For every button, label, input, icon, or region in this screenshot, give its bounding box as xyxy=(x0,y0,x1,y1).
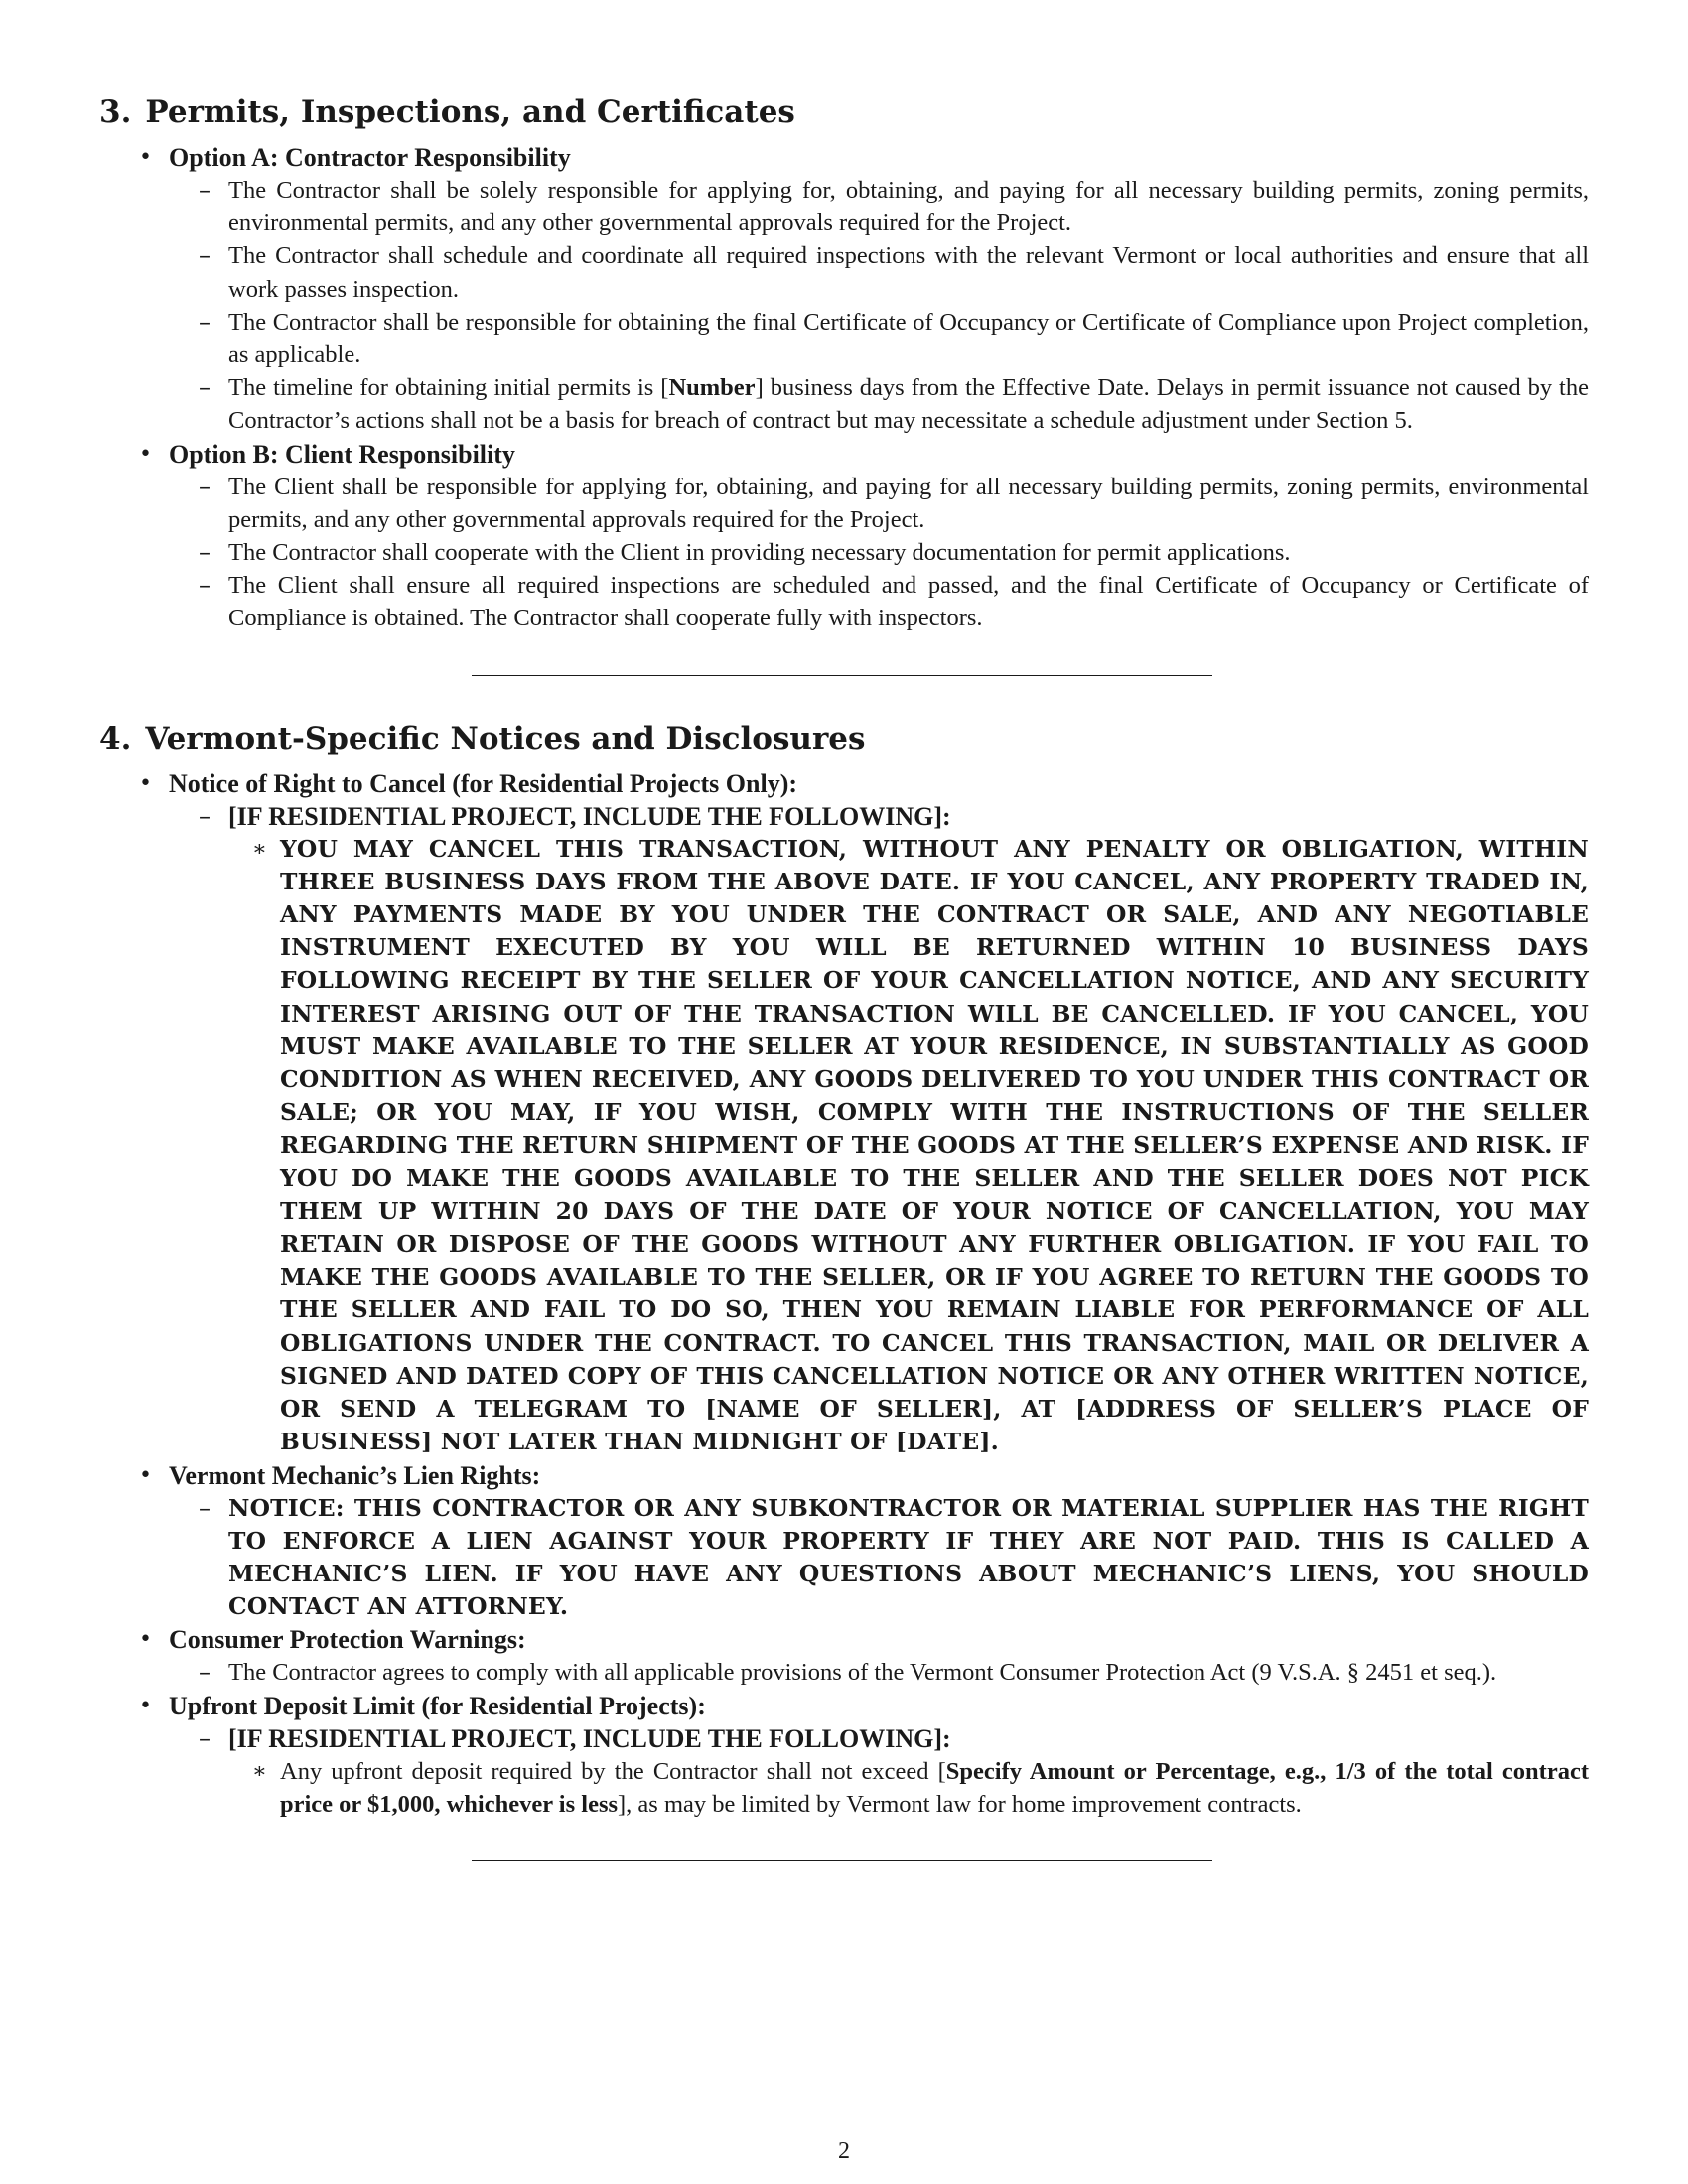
option-b-item xyxy=(99,438,1589,635)
consumer-protection-item xyxy=(99,1623,1589,1689)
lien-rights-item xyxy=(99,1459,1589,1624)
deposit-clause-list xyxy=(228,1755,1589,1821)
cancel-notice-text: YOU MAY CANCEL THIS TRANSACTION, WITHOUT ANY PENALTY OR OBLIGATION, WITHIN THREE BUSINESS DAYS FROM THE ABOVE DATE. IF YOU CANCEL, ANY PROPERTY TRADED IN, ANY PAYMENTS MADE BY YOU UNDER THE CONTRACT OR SALE, AND ANY NEGOTIABLE INSTRUMENT EXECUTED BY YOU WILL BE RETURNED WITHIN 10 BUSINESS DAYS FOLLOWING RECEIPT BY THE SELLER OF YOUR CANCELLATION NOTICE, AND ANY SECURITY INTEREST ARISING OUT OF THE TRANSACTION WILL BE CANCELLED. IF YOU CANCEL, YOU MUST MAKE AVAILABLE TO THE SELLER AT YOUR RESIDENCE, IN SUBSTANTIALLY AS GOOD CONDITION AS WHEN RECEIVED, ANY GOODS DELIVERED TO YOU UNDER THIS CONTRACT OR SALE; OR YOU MAY, IF YOU WISH, COMPLY WITH THE INSTRUCTIONS OF THE SELLER REGARDING THE RETURN SHIPMENT OF THE GOODS AT THE SELLER’S EXPENSE AND RISK. IF YOU DO MAKE THE GOODS AVAILABLE TO THE SELLER AND THE SELLER DOES NOT PICK THEM UP WITHIN 20 DAYS OF THE DATE OF YOUR NOTICE OF CANCELLATION, YOU MAY RETAIN OR DISPOSE OF THE GOODS WITHOUT ANY FURTHER OBLIGATION. IF YOU FAIL TO MAKE THE GOODS AVAILABLE TO THE SELLER, OR IF YOU AGREE TO RETURN THE GOODS TO THE SELLER AND FAIL TO DO SO, THEN YOU REMAIN LIABLE FOR PERFORMANCE OF ALL OBLIGATIONS UNDER THE CONTRACT. TO CANCEL THIS TRANSACTION, MAIL OR DELIVER A SIGNED AND DATED COPY OF THIS CANCELLATION NOTICE OR ANY OTHER WRITTEN NOTICE, OR SEND A TELEGRAM TO [NAME OF SELLER], AT [ADDRESS OF SELLER’S PLACE OF BUSINESS] NOT LATER THAN MIDNIGHT OF [DATE]. xyxy=(280,834,1589,1456)
consumer-sublist xyxy=(169,1656,1589,1689)
lien-sublist xyxy=(169,1492,1589,1624)
deposit-placeholder: Specify Amount or Percentage, e.g., 1/3 of the total contract price or $1,000, whichever is less xyxy=(280,1757,1589,1818)
timeline-clause xyxy=(228,371,1589,437)
dash-icon: – xyxy=(199,1493,211,1522)
section-4-heading xyxy=(99,718,1589,759)
list-item xyxy=(169,371,1589,437)
dash-icon: – xyxy=(199,1723,211,1752)
cancel-notice-title: Notice of Right to Cancel (for Residential Projects Only): xyxy=(169,768,798,798)
document-page xyxy=(99,91,1589,1861)
list-item xyxy=(169,471,1589,536)
deposit-limit-item xyxy=(99,1690,1589,1821)
section-3-heading xyxy=(99,91,1589,133)
list-item xyxy=(169,174,1589,239)
list-item xyxy=(228,833,1589,1459)
asterisk-icon: ∗ xyxy=(252,836,267,862)
timeline-post: ] business days from the Effective Date. Delays in permit issuance not caused by the Contractor’s actions shall not be a basis for breach of contract but may necessitate a schedule adjustment under Section 5. xyxy=(228,374,1589,435)
bullet-icon: • xyxy=(139,1627,152,1653)
dash-icon: – xyxy=(199,1658,211,1687)
cancel-notice-list xyxy=(228,833,1589,1459)
list-item xyxy=(169,800,1589,1459)
option-a-title: Option A: Contractor Responsibility xyxy=(169,143,571,172)
clause-text: The Contractor shall be solely responsible for applying for, obtaining, and paying for all necessary building permits, zoning permits, environmental permits, and any other governmental approvals required for the Project. xyxy=(228,177,1589,237)
timeline-placeholder: Number xyxy=(668,374,756,402)
dash-icon: – xyxy=(199,538,211,567)
section-3-list xyxy=(99,141,1589,635)
dash-icon: – xyxy=(199,241,211,270)
list-item xyxy=(169,1492,1589,1624)
cancel-notice-item xyxy=(99,767,1589,1459)
clause-text: The Contractor shall be responsible for obtaining the final Certificate of Occupancy or Certificate of Compliance upon Project completion, as applicable. xyxy=(228,308,1589,369)
section-number: 3. xyxy=(99,94,132,130)
list-item xyxy=(169,239,1589,305)
deposit-limit-title: Upfront Deposit Limit (for Residential Projects): xyxy=(169,1691,706,1720)
list-item xyxy=(169,569,1589,634)
deposit-pre: Any upfront deposit required by the Contractor shall not exceed [ xyxy=(280,1757,946,1785)
residential-condition: [IF RESIDENTIAL PROJECT, INCLUDE THE FOLLOWING]: xyxy=(228,1723,951,1753)
lien-rights-title: Vermont Mechanic’s Lien Rights: xyxy=(169,1460,541,1490)
list-item xyxy=(169,306,1589,371)
page-number: 2 xyxy=(838,2138,850,2164)
section-title: Vermont-Specific Notices and Disclosures xyxy=(145,720,866,756)
option-b-sublist xyxy=(169,471,1589,635)
lien-notice-text: NOTICE: THIS CONTRACTOR OR ANY SUBKONTRACTOR OR MATERIAL SUPPLIER HAS THE RIGHT TO ENFORCE A LIEN AGAINST YOUR PROPERTY IF THEY ARE NOT PAID. THIS IS CALLED A MECHANIC’S LIEN. IF YOU HAVE ANY QUESTIONS ABOUT MECHANIC’S LIENS, YOU SHOULD CONTACT AN ATTORNEY. xyxy=(228,1493,1589,1621)
deposit-sublist xyxy=(169,1722,1589,1821)
deposit-clause xyxy=(280,1755,1589,1821)
bullet-icon: • xyxy=(139,770,152,796)
dash-icon: – xyxy=(199,801,211,830)
clause-text: The Contractor shall schedule and coordinate all required inspections with the relevant Vermont or local authorities and ensure that all work passes inspection. xyxy=(228,242,1589,303)
consumer-protection-title: Consumer Protection Warnings: xyxy=(169,1625,526,1655)
residential-condition: [IF RESIDENTIAL PROJECT, INCLUDE THE FOLLOWING]: xyxy=(228,801,951,831)
list-item xyxy=(228,1755,1589,1821)
option-a-sublist xyxy=(169,174,1589,438)
asterisk-icon: ∗ xyxy=(252,1758,267,1784)
section-title: Permits, Inspections, and Certificates xyxy=(145,94,795,130)
dash-icon: – xyxy=(199,472,211,500)
bullet-icon: • xyxy=(139,1693,152,1718)
list-item xyxy=(169,1722,1589,1821)
section-number: 4. xyxy=(99,720,132,756)
bullet-icon: • xyxy=(139,1462,152,1488)
list-item xyxy=(169,1656,1589,1689)
dash-icon: – xyxy=(199,176,211,204)
section-4-list xyxy=(99,767,1589,1821)
deposit-post: ], as may be limited by Vermont law for home improvement contracts. xyxy=(618,1790,1302,1818)
horizontal-divider xyxy=(472,675,1212,676)
clause-text: The Client shall ensure all required inspections are scheduled and passed, and the final Certificate of Occupancy or Certificate of Compliance is obtained. The Contractor shall cooperate fully with inspectors. xyxy=(228,572,1589,632)
dash-icon: – xyxy=(199,571,211,600)
clause-text: The Client shall be responsible for applying for, obtaining, and paying for all necessary building permits, zoning permits, environmental permits, and any other governmental approvals required for the Project. xyxy=(228,473,1589,533)
consumer-protection-text: The Contractor agrees to comply with all applicable provisions of the Vermont Consumer Protection Act (9 V.S.A. § 2451 et seq.). xyxy=(228,1659,1497,1687)
option-b-title: Option B: Client Responsibility xyxy=(169,439,515,469)
timeline-pre: The timeline for obtaining initial permits is [ xyxy=(228,374,669,402)
cancel-sublist xyxy=(169,800,1589,1459)
bullet-icon: • xyxy=(139,145,152,170)
dash-icon: – xyxy=(199,373,211,402)
dash-icon: – xyxy=(199,307,211,336)
option-a-item xyxy=(99,141,1589,438)
clause-text: The Contractor shall cooperate with the Client in providing necessary documentation for permit applications. xyxy=(228,539,1291,567)
horizontal-divider xyxy=(472,1860,1212,1861)
bullet-icon: • xyxy=(139,441,152,467)
list-item xyxy=(169,536,1589,569)
